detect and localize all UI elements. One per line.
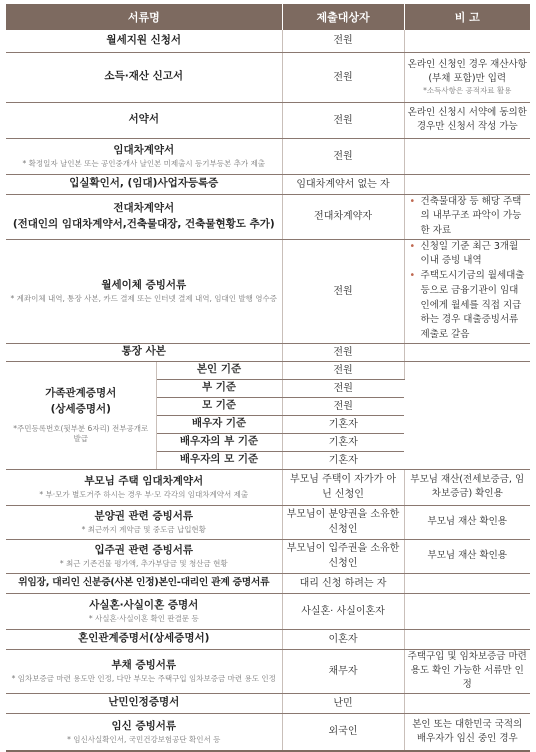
target-cell: 외국인 xyxy=(282,713,404,751)
table-row xyxy=(6,361,530,379)
target-cell: 전원 xyxy=(282,239,404,343)
target-cell: 전원 xyxy=(282,379,404,397)
doc-name: 부모님 주택 임대차계약서 xyxy=(84,475,204,488)
doc-name: 서약서 xyxy=(6,102,282,138)
note-cell: 부모님 재산 확인용 xyxy=(404,539,530,573)
required-documents-table xyxy=(6,4,530,752)
note-cell: 부모님 재산 확인용 xyxy=(404,505,530,539)
note-text: 온라인 신청인 경우 재산사항 (부채 포함)만 입력 xyxy=(407,58,527,84)
doc-name: 통장 사본 xyxy=(6,343,282,361)
doc-name: 전대차계약서 xyxy=(113,201,175,214)
note-cell xyxy=(404,693,530,713)
doc-name: 월세이체 증빙서류 xyxy=(101,279,187,292)
doc-note: * 사실혼·사실이혼 확인 판결문 등 xyxy=(88,614,199,623)
table-row xyxy=(6,573,530,593)
table-row xyxy=(6,174,530,194)
table-row xyxy=(6,713,530,751)
table-header xyxy=(6,4,530,30)
doc-cell xyxy=(6,713,282,751)
table-row xyxy=(6,539,530,573)
target-cell: 사실혼· 사실이혼자 xyxy=(282,593,404,629)
note-cell xyxy=(404,174,530,194)
target-cell: 전대차계약자 xyxy=(282,194,404,239)
table-row xyxy=(6,30,530,52)
note-subtext: *소득사항은 공적자료 활용 xyxy=(423,86,512,96)
header-document: 서류명 xyxy=(6,4,282,30)
target-cell: 전원 xyxy=(282,52,404,102)
note-cell xyxy=(404,629,530,649)
table-row xyxy=(6,505,530,539)
doc-note: * 최근 기존건물 평가액, 추가부담금 및 청산금 현황 xyxy=(59,559,228,568)
family-sub-label: 배우자 기준 xyxy=(156,415,282,433)
note-cell xyxy=(404,573,530,593)
doc-name: 입실확인서, (임대)사업자등록증 xyxy=(6,174,282,194)
note-cell xyxy=(404,138,530,174)
table-row xyxy=(6,138,530,174)
note-cell xyxy=(404,361,530,469)
note-cell: 주택구입 및 임차보증금 마련 용도 확인 가능한 서류만 인정 xyxy=(404,649,530,693)
target-cell: 전원 xyxy=(282,102,404,138)
family-sub-label: 본인 기준 xyxy=(156,361,282,379)
note-cell: 본인 또는 대한민국 국적의 배우자가 임신 중인 경우 xyxy=(404,713,530,751)
doc-name: 부채 증빙서류 xyxy=(111,659,177,672)
table-row xyxy=(6,239,530,343)
note-cell xyxy=(404,593,530,629)
target-cell: 기혼자 xyxy=(282,451,404,469)
doc-cell xyxy=(6,194,282,239)
target-cell: 전원 xyxy=(282,397,404,415)
doc-cell xyxy=(6,505,282,539)
doc-cell xyxy=(6,539,282,573)
table-row xyxy=(6,343,530,361)
doc-name-extra: (상세증명서) xyxy=(50,403,111,416)
note-cell: 부모님 재산(전세보증금, 임차보증금) 확인용 xyxy=(404,469,530,505)
doc-note: * 임차보증금 마련 용도만 인정, 다만 부모는 주택구입 임차보증금 마련 용도 인정 xyxy=(11,674,276,683)
family-sub-label: 부 기준 xyxy=(156,379,282,397)
target-cell: 부모님 주택이 자가가 아닌 신청인 xyxy=(282,469,404,505)
target-cell: 부모님이 입주권을 소유한 신청인 xyxy=(282,539,404,573)
table-row xyxy=(6,194,530,239)
doc-name: 분양권 관련 증빙서류 xyxy=(94,510,194,523)
doc-name: 소득·재산 신고서 xyxy=(6,52,282,102)
note-cell xyxy=(404,343,530,361)
doc-name: 난민인정증명서 xyxy=(6,693,282,713)
note-cell: 온라인 신청시 서약에 동의한 경우만 신청서 작성 가능 xyxy=(404,102,530,138)
doc-note: * 최근까지 계약금 및 중도금 납입현황 xyxy=(81,525,206,534)
note-cell xyxy=(404,30,530,52)
target-cell: 부모님이 분양권을 소유한 신청인 xyxy=(282,505,404,539)
doc-name: 혼인관계증명서(상세증명서) xyxy=(6,629,282,649)
table-row xyxy=(6,649,530,693)
target-cell: 전원 xyxy=(282,361,404,379)
table-row xyxy=(6,629,530,649)
family-doc-cell xyxy=(6,361,156,469)
doc-name-extra: (전대인의 임대차계약서,건축물대장, 건축물현황도 추가) xyxy=(12,217,275,230)
doc-name: 임대차계약서 xyxy=(113,144,175,157)
doc-note: * 확정일자 날인본 또는 공인중개사 날인본 미제출시 등기부등본 추가 제출 xyxy=(22,158,266,168)
target-cell: 전원 xyxy=(282,30,404,52)
target-cell: 기혼자 xyxy=(282,415,404,433)
target-cell: 대리 신청 하려는 자 xyxy=(282,573,404,593)
target-cell: 난민 xyxy=(282,693,404,713)
doc-note: * 계좌이체 내역, 통장 사본, 카드 결제 또는 인터넷 결제 내역, 임대인 발행 영수증 xyxy=(10,293,277,303)
family-sub-label: 모 기준 xyxy=(156,397,282,415)
note-bullet: • 신청일 기준 최근 3개월 이내 증빙 내역 xyxy=(410,240,528,269)
target-cell: 전원 xyxy=(282,343,404,361)
note-cell xyxy=(404,52,530,102)
doc-note: * 부·모가 별도거주 하시는 경우 부·모 각각의 임대차계약서 제출 xyxy=(39,490,249,499)
doc-cell xyxy=(6,469,282,505)
target-cell: 이혼자 xyxy=(282,629,404,649)
table-row xyxy=(6,52,530,102)
doc-name: 임신 증빙서류 xyxy=(111,720,177,732)
note-bullet: • 주택도시기금의 월세대출 등으로 금융기관이 임대인에게 월세를 직접 지급하는 경우 대출증빙서류 제출로 갈음 xyxy=(410,269,528,343)
family-sub-label: 배우자의 부 기준 xyxy=(156,433,282,451)
doc-cell xyxy=(6,138,282,174)
doc-name: 입주권 관련 증빙서류 xyxy=(94,544,194,557)
target-cell: 임대차계약서 없는 자 xyxy=(282,174,404,194)
table-row xyxy=(6,469,530,505)
table-row xyxy=(6,102,530,138)
doc-note: *주민등록번호(뒷부분 6자리) 전부공개로 발급 xyxy=(13,423,149,443)
target-cell: 채무자 xyxy=(282,649,404,693)
note-cell xyxy=(404,194,530,239)
doc-name: 위임장, 대리인 신분증(사본 인정)본인-대리인 관계 증명서류 xyxy=(6,573,282,593)
header-target: 제출대상자 xyxy=(282,4,404,30)
doc-cell xyxy=(6,593,282,629)
note-bullet: • 건축물대장 등 해당 주택의 내부구조 파악이 가능한 자료 xyxy=(410,195,528,239)
doc-cell xyxy=(6,649,282,693)
note-cell xyxy=(404,239,530,343)
doc-name: 사실혼·사실이혼 증명서 xyxy=(89,599,199,612)
doc-name: 가족관계증명서 xyxy=(45,387,117,400)
table-row xyxy=(6,593,530,629)
target-cell: 기혼자 xyxy=(282,433,404,451)
doc-cell xyxy=(6,239,282,343)
family-sub-label: 배우자의 모 기준 xyxy=(156,451,282,469)
target-cell: 전원 xyxy=(282,138,404,174)
header-note: 비 고 xyxy=(404,4,530,30)
doc-note: * 임신사실확인서, 국민건강보험공단 확인서 등 xyxy=(67,734,221,744)
table-row xyxy=(6,693,530,713)
doc-name: 월세지원 신청서 xyxy=(6,30,282,52)
